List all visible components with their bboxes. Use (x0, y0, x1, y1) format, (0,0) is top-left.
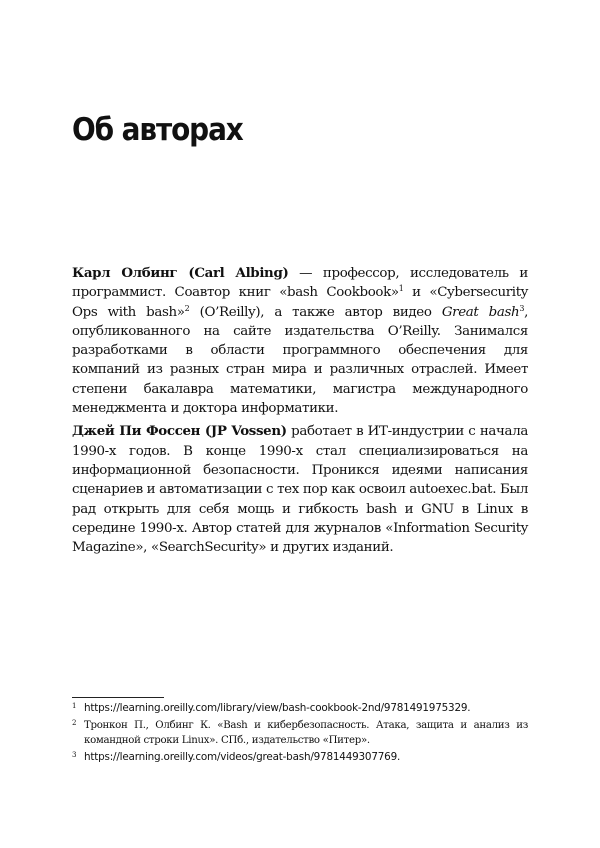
footnote-divider (72, 697, 164, 698)
footnotes (72, 701, 528, 767)
author-paragraph-vossen: Джей Пи Фоссен (JP Vossen) работает в ИТ-индустрии с начала 1990-х годов. В конце 1990-х стал специализироваться на информационной безопасности. Проникся идеями написания сценариев и автоматизации с тех пор как освоил autoexec.bat. Был рад открыть для себя мощь и гибкость bash и GNU в Linux в середине 1990-х. Автор статей для журналов «Information Security Magazine», «SearchSecurity» и других изданий. (72, 423, 528, 556)
author-name: Джей Пи Фоссен (JP Vossen) (72, 423, 287, 440)
footnote-item (72, 750, 528, 765)
footnote-text: Тронкон П., Олбинг К. «Bash и кибербезопасность. Атака, защита и анализ из командной строки Linux». СПб., издательство «Питер». (84, 720, 528, 746)
footnote-ref: 3 (519, 303, 525, 313)
footnote-link[interactable]: https://learning.oreilly.com/videos/great-bash/9781449307769. (84, 751, 401, 763)
footnote-ref: 2 (184, 303, 190, 313)
video-title: Great bash (441, 304, 520, 320)
footnote-ref: 1 (398, 284, 404, 294)
footnote-item (72, 701, 528, 716)
footnote-number: 2 (72, 719, 77, 727)
author-name: Карл Олбинг (Carl Albing) (72, 265, 289, 281)
footnote-link[interactable]: https://learning.oreilly.com/library/view/bash-cookbook-2nd/9781491975329. (84, 702, 471, 714)
authors-section (72, 264, 528, 561)
page-title: Об авторах (72, 112, 243, 148)
footnote-number: 3 (72, 751, 77, 759)
footnote-item (72, 718, 528, 748)
footnote-number: 1 (72, 702, 77, 710)
author-paragraph-albing: Карл Олбинг (Carl Albing) — профессор, исследователь и программист. Соавтор книг «bash Cookbook»$^1$ и «Cybersecurity Ops with bash»$^2$ (O’Reilly), а также автор видео Great bash$^3$, опубликованного на сайте издательства O’Reilly. Занимался разработками в области программного обеспечения для компаний из разных стран мира и различных отраслей. Имеет степени бакалавра математики, магистра международного менеджмента и доктора информатики. (72, 265, 529, 417)
